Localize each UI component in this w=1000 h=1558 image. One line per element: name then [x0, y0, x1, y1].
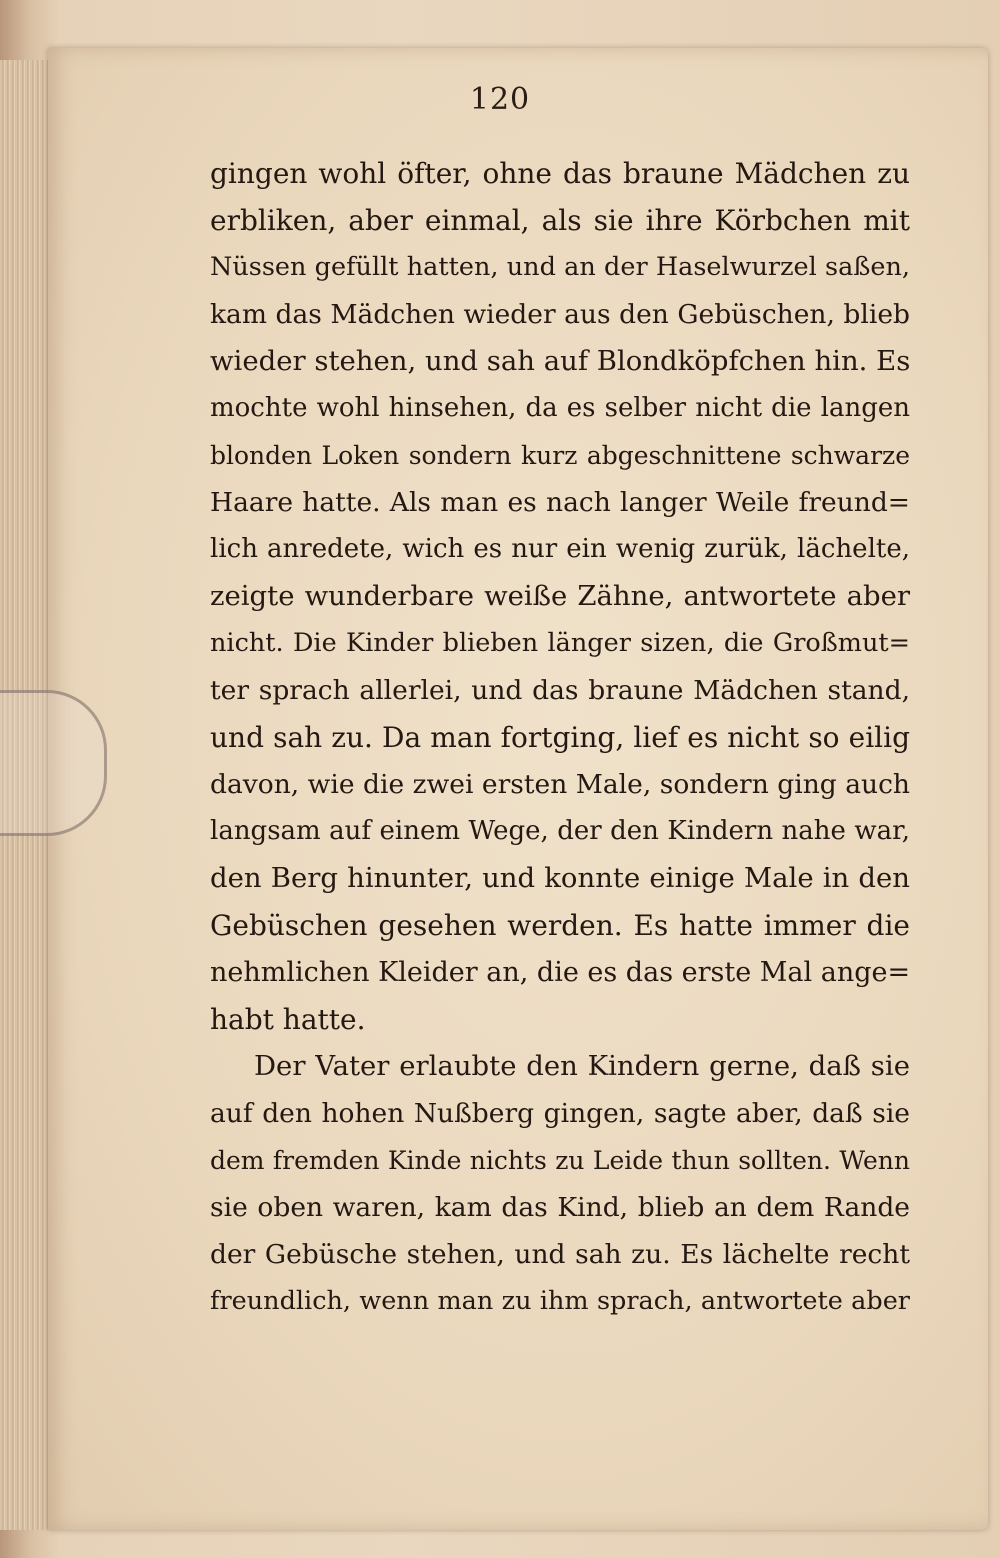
text-line: langsam auf einem Wege, der den Kindern nahe war,: [210, 816, 910, 846]
text-line: Haare hatte. Als man es nach langer Weile freund=: [210, 487, 910, 518]
text-line: nehmlichen Kleider an, die es das erste Mal ange=: [210, 957, 911, 988]
text-line: Der Vater erlaubte den Kindern gerne, daß sie: [254, 1050, 910, 1082]
text-line: lich anredete, wich es nur ein wenig zurük, lächelte,: [210, 534, 910, 564]
page-number: 120: [469, 82, 531, 117]
text-line: blonden Loken sondern kurz abgeschnittene schwarze: [210, 441, 910, 470]
text-line: Gebüschen gesehen werden. Es hatte immer die: [210, 909, 910, 942]
text-line: Nüssen gefüllt hatten, und an der Haselwurzel saßen,: [210, 252, 910, 282]
text-line: der Gebüsche stehen, und sah zu. Es lächelte recht: [210, 1239, 910, 1270]
text-line: kam das Mädchen wieder aus den Gebüschen, blieb: [210, 299, 910, 330]
text-line: habt hatte.: [210, 1003, 366, 1036]
text-line: davon, wie die zwei ersten Male, sondern ging auch: [210, 769, 910, 800]
text-line: erbliken, aber einmal, als sie ihre Körbchen mit: [210, 204, 910, 237]
text-line: nicht. Die Kinder blieben länger sizen, die Großmut=: [210, 628, 910, 658]
text-line: freundlich, wenn man zu ihm sprach, antwortete aber: [210, 1286, 910, 1316]
text-line: wieder stehen, und sah auf Blondköpfchen hin. Es: [210, 345, 911, 377]
page-clip: [0, 690, 107, 836]
paragraph-2: [210, 1043, 910, 1325]
paragraph-1: [210, 150, 910, 1043]
text-line: dem fremden Kinde nichts zu Leide thun sollten. Wenn: [210, 1146, 910, 1175]
page-text: [210, 150, 910, 1325]
text-line: mochte wohl hinsehen, da es selber nicht die langen: [210, 393, 910, 423]
text-line: auf den hohen Nußberg gingen, sagte aber, daß sie: [210, 1098, 910, 1129]
text-line: zeigte wunderbare weiße Zähne, antwortete aber: [210, 580, 910, 612]
text-line: und sah zu. Da man fortging, lief es nicht so eilig: [210, 721, 910, 754]
text-line: ter sprach allerlei, und das braune Mädchen stand,: [210, 675, 910, 706]
text-line: gingen wohl öfter, ohne das braune Mädchen zu: [210, 157, 910, 190]
text-line: den Berg hinunter, und konnte einige Male in den: [210, 862, 910, 894]
text-line: sie oben waren, kam das Kind, blieb an dem Rande: [210, 1192, 910, 1223]
